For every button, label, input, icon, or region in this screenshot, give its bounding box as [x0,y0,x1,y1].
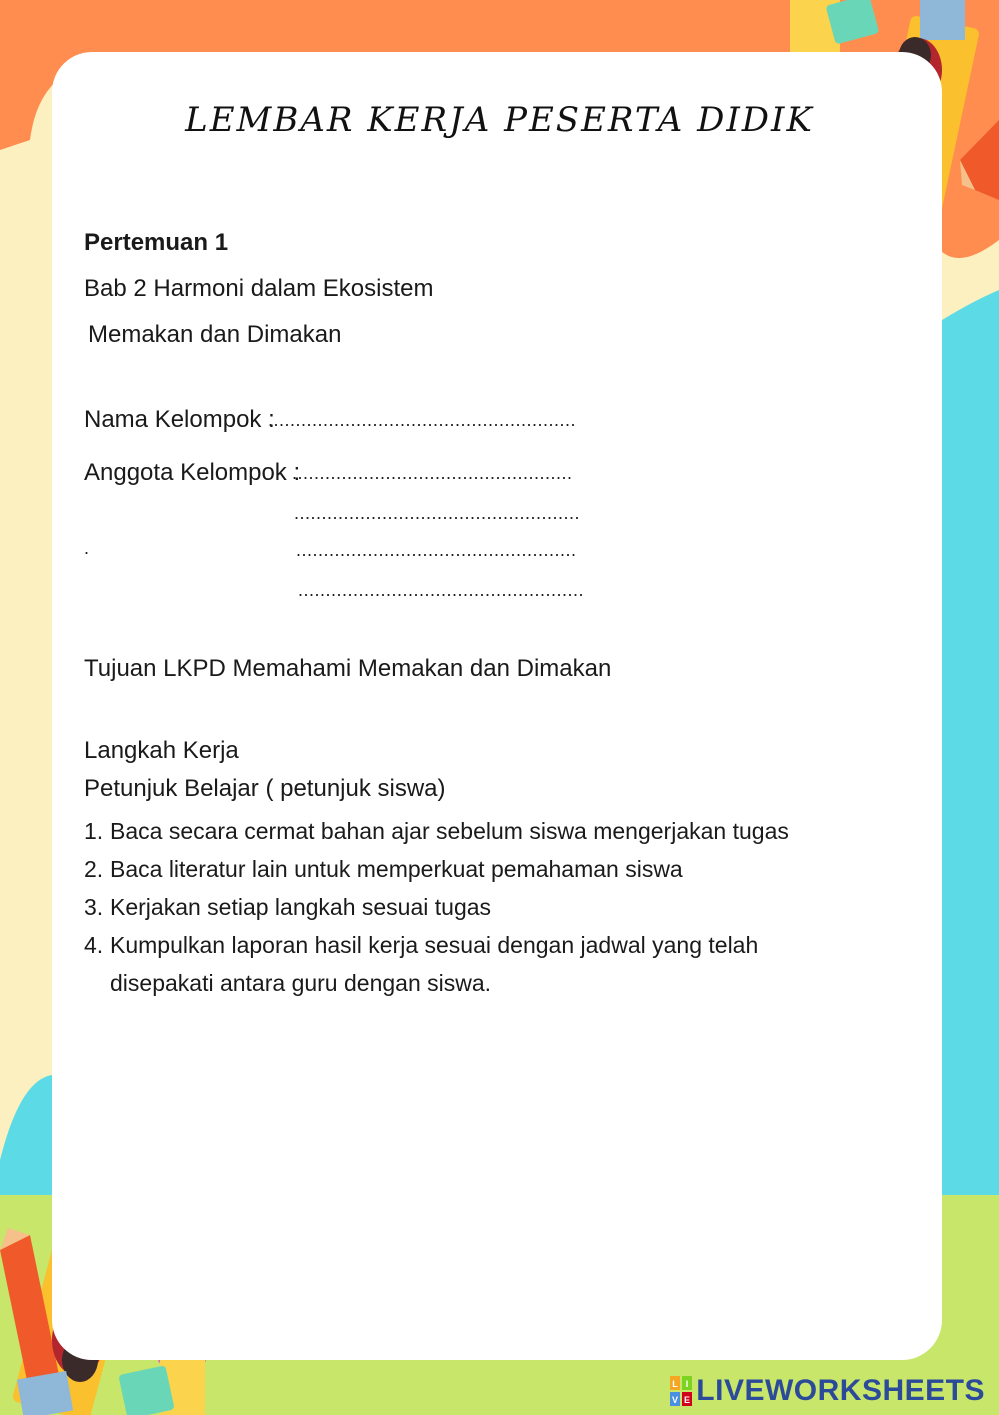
step-text: Baca secara cermat bahan ajar sebelum siswa mengerjakan tugas [110,818,789,844]
group-member-field-2[interactable]: .................................................... [294,503,581,523]
step-text: Kerjakan setiap langkah sesuai tugas [110,894,492,920]
objective-text: Tujuan LKPD Memahami Memakan dan Dimakan [84,655,612,682]
group-name-field[interactable]: ........................................................ [268,410,577,430]
steps-list [84,812,804,1002]
step-item [84,888,804,926]
step-item [84,850,804,888]
brand-name: LIVEWORKSHEETS [696,1374,985,1407]
steps-heading: Langkah Kerja [84,737,239,764]
meeting-label: Pertemuan 1 [84,229,229,256]
logo-letter-i: I [686,1379,689,1389]
logo-letter-l: L [672,1379,679,1389]
step-number: 3. [84,894,104,920]
step-number: 4. [84,932,104,958]
liveworksheets-logo[interactable] [670,1373,985,1409]
stray-mark: . [84,538,90,558]
steps-subheading: Petunjuk Belajar ( petunjuk siswa) [84,775,446,802]
liveworksheets-mark-icon [670,1376,692,1406]
step-item [84,926,804,1002]
group-name-label: Nama Kelompok : [84,406,275,433]
group-member-field-1[interactable]: ................................................... [292,463,573,483]
page-title: LEMBAR KERJA PESERTA DIDIK [185,100,814,140]
group-member-field-4[interactable]: .................................................... [298,580,585,600]
step-number: 1. [84,818,104,844]
step-text: Baca literatur lain untuk memperkuat pemahaman siswa [110,856,683,882]
logo-letter-e: E [684,1395,691,1405]
chapter-label: Bab 2 Harmoni dalam Ekosistem [84,275,434,302]
step-text: Kumpulkan laporan hasil kerja sesuai dengan jadwal yang telah disepakati antara guru dengan siswa. [110,932,759,996]
topic-label: Memakan dan Dimakan [88,321,342,348]
logo-letter-v: V [672,1395,679,1405]
group-member-field-3[interactable]: ................................................... [296,540,577,560]
step-item [84,812,804,850]
step-number: 2. [84,856,104,882]
group-members-label: Anggota Kelompok : [84,459,301,486]
